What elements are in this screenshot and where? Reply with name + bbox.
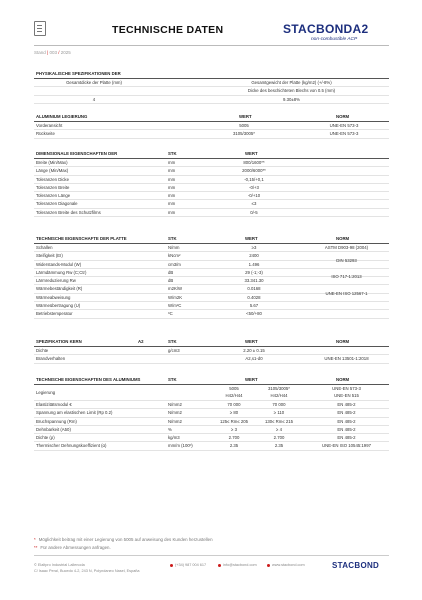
table-cell: m2K/W	[168, 286, 183, 292]
table-cell: Bruchspannung (Rm)	[36, 418, 77, 424]
table-cell: 125≤ Rm≤ 205	[219, 418, 249, 424]
footnote-1: * Möglichkeit beitrag mit einer Legierung von 5005 auf anweisung des Kunden herzustellen	[34, 537, 213, 542]
table-cell: mm	[168, 201, 176, 207]
technical-properties-section	[34, 235, 389, 319]
table-cell: 5.67	[249, 303, 259, 309]
table-cell: ≥ 110	[273, 410, 285, 416]
footnote-2: ** Für andere Abmessungen anfragen.	[34, 545, 111, 550]
table-cell: 70 000	[227, 402, 241, 407]
table-cell: EN 485-2	[337, 402, 356, 407]
meta-label: Stand	[34, 50, 46, 55]
table-row	[34, 130, 389, 138]
table-cell: 3105/3005*	[268, 386, 290, 391]
table-cell: ºC	[168, 311, 173, 317]
phone-icon	[170, 564, 173, 567]
table-row	[34, 310, 389, 318]
table-cell: Elastizitätsmodul €	[36, 402, 72, 407]
footer-address	[34, 562, 140, 574]
table-cell: mm	[168, 160, 176, 165]
table-cell: <50/+80	[246, 311, 262, 317]
table-row	[34, 347, 389, 355]
table-cell: N/mm2	[168, 418, 182, 424]
column-header: NORM	[336, 236, 350, 241]
table-cell: Thermischer Dehnungskoeffizient (α)	[36, 443, 107, 449]
table-cell: UNE-EN ISO 12567-1	[325, 290, 368, 296]
table-row	[34, 176, 389, 184]
table-cell: UNE-EN 573-3	[329, 131, 359, 137]
header-divider	[34, 45, 389, 46]
table-cell: -0/+10	[247, 193, 261, 199]
table-row	[34, 418, 389, 426]
table-cell: 0.0168	[247, 286, 261, 292]
section-header	[34, 376, 389, 385]
table-row	[34, 257, 389, 269]
section-title: DIMENSIONALE EIGENSCHAFTEN DER	[36, 151, 118, 156]
table-row	[34, 159, 389, 167]
cell: Gesamtgewicht der Platte (kg/m2) (+/-8%)	[251, 80, 332, 85]
column-header: STK	[168, 236, 177, 241]
table-cell: mm	[168, 209, 176, 215]
table-cell: 2400	[249, 253, 259, 259]
table-cell: Dichte	[36, 348, 49, 353]
table-cell: EN 485-2	[337, 426, 356, 432]
section-title: SPEZIFIKATION KERN	[36, 339, 82, 344]
table-cell: dB	[168, 278, 174, 284]
table-cell: ≥ 3	[231, 426, 237, 432]
table-cell: 70 000	[272, 402, 286, 407]
table-cell: W/m2K	[168, 294, 183, 300]
table-cell: N/mm2	[168, 410, 182, 416]
table-cell: Toleranzen Breite des Schutzfilms	[36, 209, 101, 215]
table-cell: Vorderansicht	[36, 123, 63, 128]
table-row	[34, 401, 389, 409]
core-spec-section	[34, 338, 389, 364]
table-cell: Dehnbarkeit (A50)	[36, 426, 71, 432]
table-cell: ASTM D903-98 (2004)	[324, 245, 369, 250]
table-cell: Länge (Min/Max)	[36, 168, 69, 174]
page-title: TECHNISCHE DATEN	[112, 24, 224, 36]
table-cell: 33.341.30	[244, 278, 264, 284]
table-cell: 1.496	[248, 261, 260, 267]
table-cell: ≥ 80	[229, 410, 239, 416]
table-cell: Toleranzen Dicke	[36, 176, 69, 182]
column-header: STK	[168, 151, 177, 156]
table-cell: ≥3	[251, 245, 257, 250]
table-cell: Dichte (ρ)	[36, 435, 55, 441]
table-cell: 0/-5	[250, 209, 258, 215]
table-cell: Brandverhalten	[36, 356, 66, 362]
table-cell: ISO 717-1:2013	[331, 274, 362, 280]
table-row	[34, 200, 389, 208]
section-header	[34, 70, 389, 79]
table-cell: Legierung	[36, 390, 56, 395]
column-header: NORM	[336, 377, 350, 382]
table-cell: mm/m (100º)	[168, 443, 193, 449]
table-cell: 2.700	[273, 435, 285, 441]
section-header	[34, 150, 389, 159]
table-row	[34, 122, 389, 130]
table-cell: g/cm3	[168, 348, 180, 353]
footer-email[interactable]: info@stacbond.com	[218, 563, 257, 567]
table-cell: -0/+3	[249, 184, 259, 190]
table-cell: H42/H44	[270, 393, 288, 398]
footer-address-line: C/ Isaac Peral, Bucedo 4-2, 243 N, Polyndaneo Nasel, España	[34, 569, 140, 573]
table-cell: 29 (-1;-3)	[245, 269, 263, 275]
section-title: TECHNISCHE EIGENSCHAFTE DER PLATTE	[36, 236, 127, 241]
brand-logo	[283, 22, 368, 36]
mail-icon	[218, 564, 221, 567]
table-cell: Toleranzen Länge	[36, 193, 71, 199]
table-cell: N/mm2	[168, 402, 182, 407]
table-cell: Betriebstemperatur	[36, 311, 73, 317]
table-cell: UNE-EN 573-3	[329, 123, 359, 128]
alloy-section	[34, 113, 389, 139]
table-cell: 2.20 ± 0.15	[243, 348, 265, 353]
table-cell: -0,15/+0,1	[244, 176, 264, 182]
table-cell: Lärmdämmung Rw (C;Ctr)	[36, 269, 87, 275]
column-header: NORM	[336, 114, 350, 119]
table-cell: 3105/3005*	[233, 131, 255, 137]
footer-phone: (+34) 987 004 617	[170, 563, 206, 567]
table-cell: EN 485-2	[337, 418, 356, 424]
table-cell: mm	[168, 168, 176, 174]
table-cell: 5005	[239, 123, 249, 128]
footer-web[interactable]: www.stacbond.com	[267, 563, 305, 567]
table-cell: W/m²C	[168, 303, 182, 309]
cell: Gesamtdicke der Platte (mm)	[66, 80, 122, 85]
table-cell: Wärmeabweisung	[36, 294, 71, 300]
table-cell: cm3/m	[168, 261, 181, 267]
table-cell: Wärmebeständigkeit (R)	[36, 286, 83, 292]
footer-brand-logo: STACBOND	[332, 561, 380, 570]
document-icon	[34, 21, 46, 36]
table-row	[34, 79, 389, 87]
meta-year: 2025	[60, 50, 71, 55]
column-header: NORM	[336, 339, 350, 344]
table-cell: 2000/6000**	[242, 168, 266, 174]
table-cell: UNE-EN 13501-1:2018	[324, 356, 369, 362]
aluminium-properties-section	[34, 376, 389, 451]
table-row	[34, 385, 389, 401]
table-row	[34, 355, 389, 363]
table-row	[34, 426, 389, 434]
column-header: STK	[168, 377, 177, 382]
table-cell: mm	[168, 176, 176, 182]
table-cell: 130≤ Rm≤ 215	[264, 418, 294, 424]
table-row	[34, 244, 389, 252]
table-cell: Lärmreduzierung Rw	[36, 278, 76, 284]
table-cell: mm	[168, 184, 176, 190]
section-header	[34, 113, 389, 122]
table-row	[34, 192, 389, 200]
footer-divider	[34, 555, 389, 556]
table-row	[34, 442, 389, 450]
table-row	[34, 184, 389, 192]
table-cell: H42/H44	[225, 393, 243, 398]
table-cell: kNcm²	[168, 253, 181, 259]
table-cell: 0.4028	[247, 294, 261, 300]
table-cell: UNE-EN 515	[334, 393, 359, 398]
table-cell: Breite (Min/Max)	[36, 160, 68, 165]
table-cell: 2.35	[274, 443, 284, 449]
table-cell: ≥ 4	[276, 426, 282, 432]
table-cell: %	[168, 426, 172, 432]
table-row	[34, 409, 389, 417]
table-row	[34, 290, 389, 302]
table-cell: 5005	[229, 386, 239, 391]
dimensional-section	[34, 150, 389, 217]
table-cell: Toleranzen Breite	[36, 184, 70, 190]
column-header: WERT	[239, 114, 252, 119]
table-cell: Widerstands-Modul (W)	[36, 261, 82, 267]
table-row	[34, 96, 389, 104]
table-row	[34, 274, 389, 285]
cell: 9.30±8%	[283, 96, 300, 102]
table-cell: DIN 53293	[336, 257, 357, 263]
brand-subtitle: non-combustible ACP	[311, 37, 358, 42]
section-title: ALUMINIUM LEGIERUNG	[36, 114, 88, 119]
document-meta: Stand | 003 / 2025	[34, 50, 71, 55]
table-row	[34, 209, 389, 217]
column-header: WERT	[245, 377, 258, 382]
table-cell: Steifigkeit (EI)	[36, 253, 63, 259]
brand-a2: A2	[352, 22, 369, 36]
table-cell: ≤3	[251, 201, 257, 207]
table-cell: Wärmeübertragung (U)	[36, 303, 81, 309]
meta-number: 003	[49, 50, 57, 55]
table-row	[34, 87, 389, 95]
table-cell: EN 485-2	[337, 435, 356, 441]
cell: Dicke des beschichteten Blechs von 0.5 (mm)	[247, 88, 336, 94]
table-cell: EN 485-2	[337, 410, 356, 416]
table-cell: kg/m3	[168, 435, 180, 441]
table-cell: Toleranzen Diagonale	[36, 201, 78, 207]
table-cell: A2,s1-d0	[245, 356, 263, 362]
table-cell: Spannung am elastischen Limit (Rp 0.2)	[36, 410, 113, 416]
column-header: STK	[168, 339, 177, 344]
footer-address-line: © Elaltpro Industrial Lallenoda	[34, 563, 85, 567]
table-cell: UNE-EN ISO 10545:1997	[322, 443, 371, 449]
table-cell: mm	[168, 193, 176, 199]
cell: 4	[92, 96, 96, 102]
column-header: WERT	[245, 236, 258, 241]
column-header: WERT	[245, 151, 258, 156]
table-row	[34, 302, 389, 310]
brand-name: STACBOND	[283, 22, 353, 36]
table-cell: 2.35	[229, 443, 239, 449]
physical-spec-section	[34, 70, 389, 104]
table-cell: 2.700	[228, 435, 240, 441]
table-row	[34, 167, 389, 175]
section-header	[34, 235, 389, 244]
table-cell: dB	[168, 269, 174, 275]
web-icon	[267, 564, 270, 567]
section-title: PHYSIKALISCHE SPEZIFIKATIONEN DER	[36, 71, 121, 76]
column-header: WERT	[245, 339, 258, 344]
table-row	[34, 434, 389, 442]
section-header	[34, 338, 389, 347]
core-tag: A2	[138, 339, 144, 344]
table-cell: UNE-EN 573-3	[332, 386, 361, 391]
section-title: TECHNISCHE EIGENSCHAFTEN DES ALUMINIUMS	[36, 377, 141, 382]
table-cell: N/mm	[168, 245, 180, 250]
table-cell: Schallen	[36, 245, 53, 250]
table-cell: 800/1600**	[243, 160, 265, 165]
table-cell: Rückseite	[36, 131, 55, 137]
